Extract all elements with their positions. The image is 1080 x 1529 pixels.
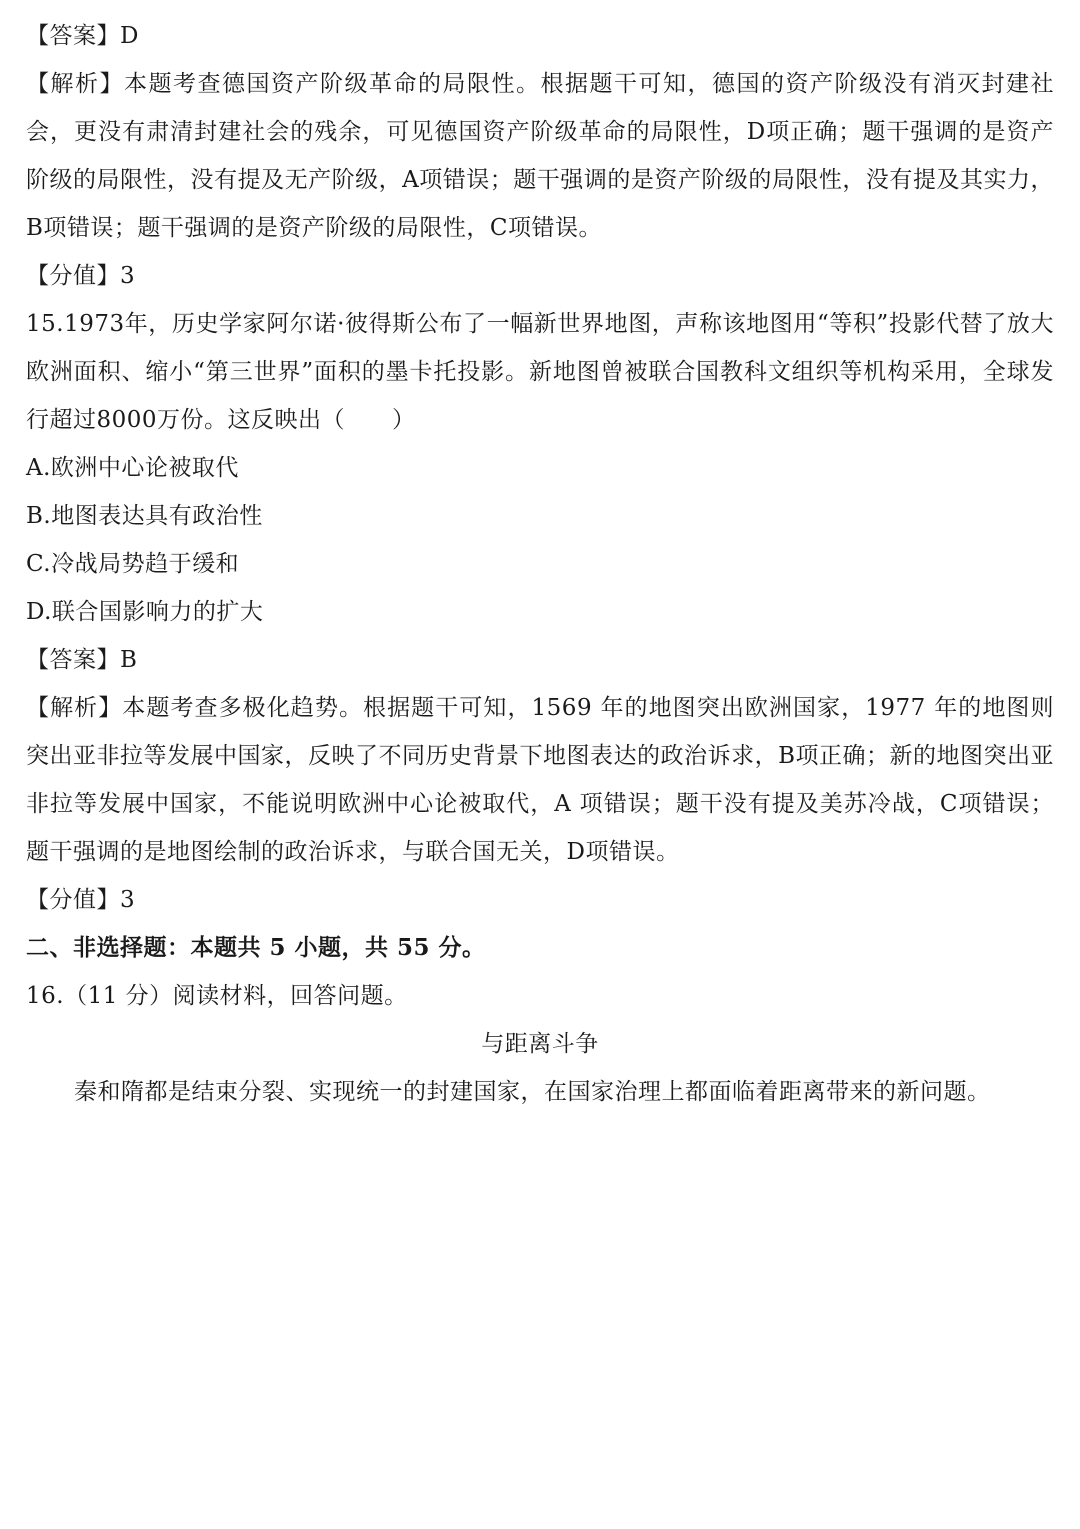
q16-material-title: 与距离斗争 <box>481 1031 599 1057</box>
q15-option-d: D.联合国影响力的扩大 <box>26 599 264 625</box>
q16-stem: 16.（11 分）阅读材料，回答问题。 <box>26 983 408 1009</box>
document-page <box>26 12 1054 1116</box>
q15-option-c: C.冷战局势趋于缓和 <box>26 551 240 577</box>
q15-score: 【分值】3 <box>26 887 136 913</box>
q14-answer: 【答案】D <box>26 23 139 49</box>
q15-option-a: A.欧洲中心论被取代 <box>26 455 239 481</box>
q14-score: 【分值】3 <box>26 263 136 289</box>
q15-stem: 15.1973年，历史学家阿尔诺·彼得斯公布了一幅新世界地图，声称该地图用“等积”投影代替了放大欧洲面积、缩小“第三世界”面积的墨卡托投影。新地图曾被联合国教科文组织等机构采用，全球发行超过8000万份。这反映出（ ） <box>26 311 1054 433</box>
q15-answer: 【答案】B <box>26 647 138 673</box>
q16-material-text: 秦和隋都是结束分裂、实现统一的封建国家，在国家治理上都面临着距离带来的新问题。 <box>74 1079 991 1105</box>
section2-heading: 二、非选择题：本题共 5 小题，共 55 分。 <box>26 934 486 961</box>
q15-analysis: 【解析】本题考查多极化趋势。根据题干可知，1569 年的地图突出欧洲国家，1977 年的地图则突出亚非拉等发展中国家，反映了不同历史背景下地图表达的政治诉求，B项正确；新的地图突出亚非拉等发展中国家，不能说明欧洲中心论被取代，A 项错误；题干没有提及美苏冷战，C项错误；题干强调的是地图绘制的政治诉求，与联合国无关，D项错误。 <box>26 695 1054 865</box>
q14-analysis: 【解析】本题考查德国资产阶级革命的局限性。根据题干可知，德国的资产阶级没有消灭封建社会，更没有肃清封建社会的残余，可见德国资产阶级革命的局限性，D项正确；题干强调的是资产阶级的局限性，没有提及无产阶级，A项错误；题干强调的是资产阶级的局限性，没有提及其实力，B项错误；题干强调的是资产阶级的局限性，C项错误。 <box>26 71 1054 241</box>
q15-option-b: B.地图表达具有政治性 <box>26 503 263 529</box>
